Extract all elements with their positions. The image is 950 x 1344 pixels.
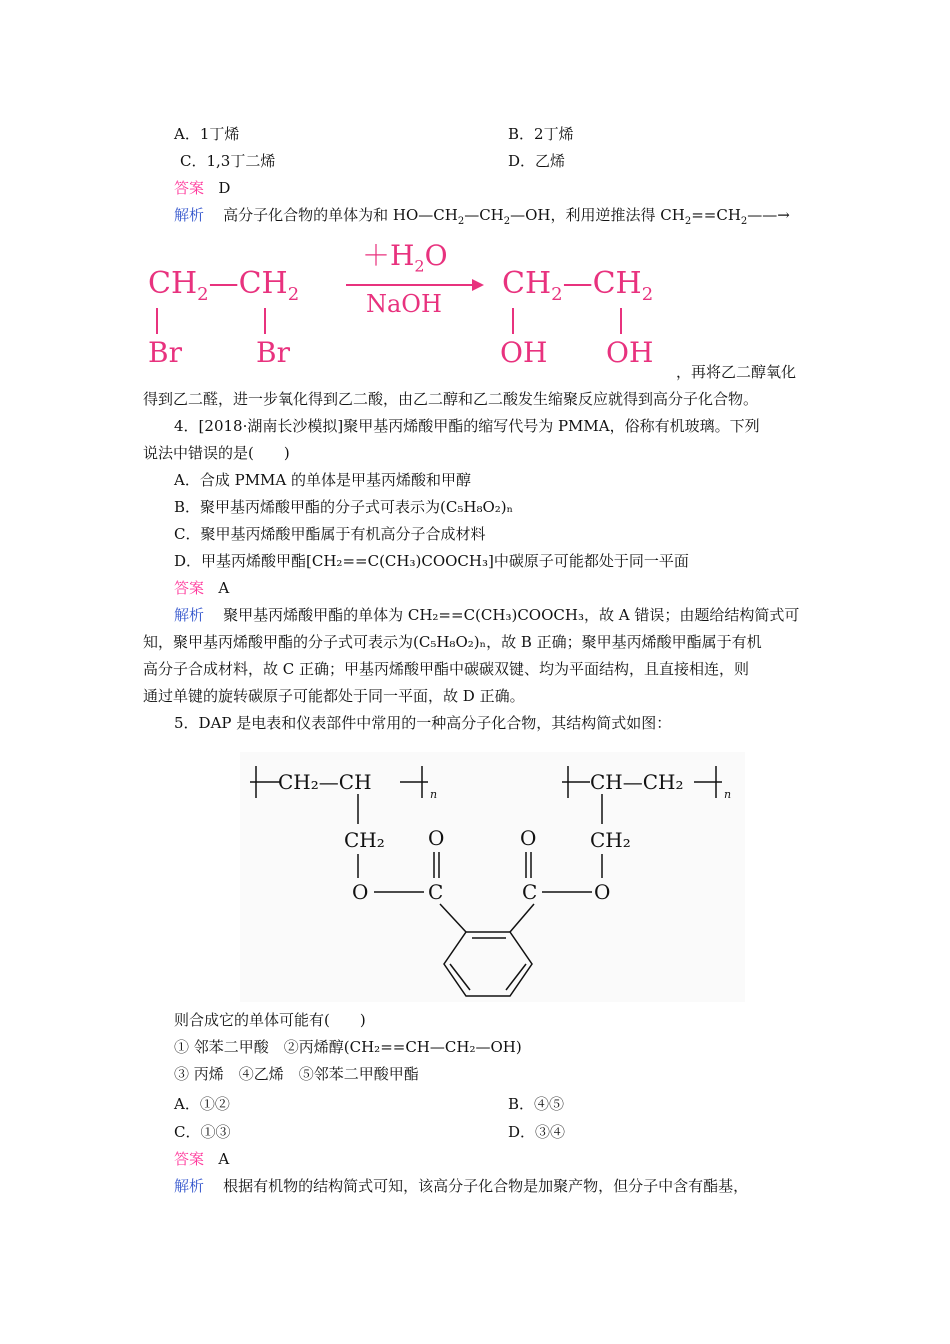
q4-analysis-text-1: 聚甲基丙烯酸甲酯的单体为 CH₂==C(CH₃)COOCH₃，故 A 错误；由题给结构简式可 bbox=[223, 606, 800, 624]
dap-right-chain: CH—CH₂ bbox=[590, 770, 684, 794]
q5-analysis-text-1: 根据有机物的结构简式可知，该高分子化合物是加聚产物，但分子中含有酯基， bbox=[223, 1177, 749, 1195]
q3-analysis-text-a: 高分子化合物的单体为和 HO—CH bbox=[223, 206, 458, 224]
q5-question: 则合成它的单体可能有( ) bbox=[174, 1011, 366, 1029]
reactant-bond-b bbox=[264, 308, 266, 334]
q4-option-a: A．合成 PMMA 的单体是甲基丙烯酸和甲醇 bbox=[174, 471, 472, 489]
reactant-br-a: Br bbox=[148, 336, 182, 369]
q4-analysis-line2: 知，聚甲基丙烯酸甲酯的分子式可表示为(C₅H₈O₂)ₙ，故 B 正确；聚甲基丙烯酸甲酯属于有机 bbox=[143, 633, 762, 651]
product-bond-b bbox=[620, 308, 622, 334]
reactant-ch2-a: CH bbox=[148, 266, 198, 301]
reaction-scheme bbox=[140, 232, 700, 382]
dap-o-right: O bbox=[594, 880, 611, 904]
q5-items-line2: ③ 丙烯 ④乙烯 ⑤邻苯二甲酸甲酯 bbox=[174, 1065, 419, 1083]
q4-analysis-line4: 通过单键的旋转碳原子可能都处于同一平面，故 D 正确。 bbox=[143, 687, 525, 705]
dap-left-n: n bbox=[430, 788, 438, 801]
q3-answer-value: D bbox=[218, 179, 231, 197]
q5-option-c: C．①③ bbox=[174, 1123, 231, 1141]
q4-analysis-line1 bbox=[174, 605, 799, 625]
q5-option-b: B．④⑤ bbox=[508, 1095, 565, 1113]
q4-stem-line1: 4．[2018·湖南长沙模拟]聚甲基丙烯酸甲酯的缩写代号为 PMMA，俗称有机玻璃。下列 bbox=[174, 417, 760, 435]
q4-stem-line2: 说法中错误的是( ) bbox=[143, 444, 290, 462]
reactant-formula: $CH_2—CH_2$ bbox=[148, 266, 300, 305]
q5-stem: 5．DAP 是电表和仪表部件中常用的一种高分子化合物，其结构简式如图： bbox=[174, 714, 672, 732]
q3-analysis-arrow: ——→ bbox=[747, 206, 790, 224]
reactant-ch2-b: —CH bbox=[208, 266, 288, 301]
product-oh-a: OH bbox=[500, 336, 548, 369]
q3-answer-row bbox=[174, 178, 230, 198]
q3-option-b: B．2丁烯 bbox=[508, 125, 574, 143]
dap-ch2-right: CH₂ bbox=[590, 828, 631, 852]
dap-carbonyl-o-left: O bbox=[428, 826, 445, 850]
q5-answer-label: 答案 bbox=[174, 1150, 205, 1168]
q3-analysis-line1: 解析 高分子化合物的单体为和 $HO—CH_2—CH_2—OH$，利用逆推法得 $CH_2==CH_2——\to$ bbox=[174, 206, 790, 227]
q3-analysis-text-d: ==CH bbox=[691, 206, 741, 224]
q5-items-line1: ① 邻苯二甲酸 ②丙烯醇(CH₂==CH—CH₂—OH) bbox=[174, 1038, 522, 1056]
dap-left-chain: CH₂—CH bbox=[278, 770, 372, 794]
q3-analysis-line3: 得到乙二醛，进一步氧化得到乙二酸，由乙二醇和乙二酸发生缩聚反应就得到高分子化合物。 bbox=[143, 390, 759, 408]
q5-answer-row bbox=[174, 1149, 229, 1169]
q4-option-d: D．甲基丙烯酸甲酯[CH₂==C(CH₃)COOCH₃]中碳原子可能都处于同一平面 bbox=[174, 552, 689, 570]
arrow-top-h: ＋H bbox=[362, 239, 415, 272]
q4-analysis-line3: 高分子合成材料，故 C 正确；甲基丙烯酸甲酯中碳碳双键、均为平面结构，且直接相连，则 bbox=[143, 660, 750, 678]
product-oh-b: OH bbox=[606, 336, 654, 369]
arrow-top-o: O bbox=[424, 239, 448, 272]
arrow-top-label: $+H_2O$ bbox=[362, 239, 448, 276]
q5-option-d: D．③④ bbox=[508, 1123, 566, 1141]
q4-answer-value: A bbox=[218, 579, 230, 597]
q3-analysis-text-c: —OH，利用逆推法得 CH bbox=[510, 206, 685, 224]
q3-option-d: D．乙烯 bbox=[508, 152, 566, 170]
q4-option-c: C．聚甲基丙烯酸甲酯属于有机高分子合成材料 bbox=[174, 525, 486, 543]
q3-analysis-text-b: —CH bbox=[464, 206, 504, 224]
q4-analysis-label: 解析 bbox=[174, 606, 205, 624]
product-bond-a bbox=[512, 308, 514, 334]
product-ch2-b: —CH bbox=[562, 266, 642, 301]
q5-answer-value: A bbox=[218, 1150, 230, 1168]
q3-option-c: C．1,3丁二烯 bbox=[180, 152, 276, 170]
arrow-bottom-label: NaOH bbox=[366, 290, 442, 318]
q4-answer-label: 答案 bbox=[174, 579, 205, 597]
dap-right-n: n bbox=[724, 788, 732, 801]
q5-analysis-line1 bbox=[174, 1176, 748, 1196]
q3-rxn-tail: ，再将乙二醇氧化 bbox=[676, 363, 797, 381]
dap-carbonyl-o-right: O bbox=[520, 826, 537, 850]
dap-c-right: C bbox=[522, 880, 538, 904]
q3-answer-label: 答案 bbox=[174, 179, 205, 197]
q5-option-a: A．①② bbox=[174, 1095, 230, 1113]
q3-analysis-label: 解析 bbox=[174, 206, 205, 224]
q3-option-a: A．1丁烯 bbox=[174, 125, 240, 143]
product-ch2-a: CH bbox=[502, 266, 552, 301]
dap-c-left: C bbox=[428, 880, 444, 904]
reaction-arrow-head-icon bbox=[472, 279, 484, 291]
product-formula: $CH_2—CH_2$ bbox=[502, 266, 654, 305]
q4-option-b: B．聚甲基丙烯酸甲酯的分子式可表示为(C₅H₈O₂)ₙ bbox=[174, 498, 514, 516]
q4-answer-row bbox=[174, 578, 229, 598]
dap-o-left: O bbox=[352, 880, 369, 904]
reactant-bond-a bbox=[156, 308, 158, 334]
dap-ch2-left: CH₂ bbox=[344, 828, 385, 852]
dap-structure-figure bbox=[240, 752, 745, 1002]
reactant-br-b: Br bbox=[256, 336, 290, 369]
q5-analysis-label: 解析 bbox=[174, 1177, 205, 1195]
reaction-arrow-line bbox=[346, 284, 482, 286]
